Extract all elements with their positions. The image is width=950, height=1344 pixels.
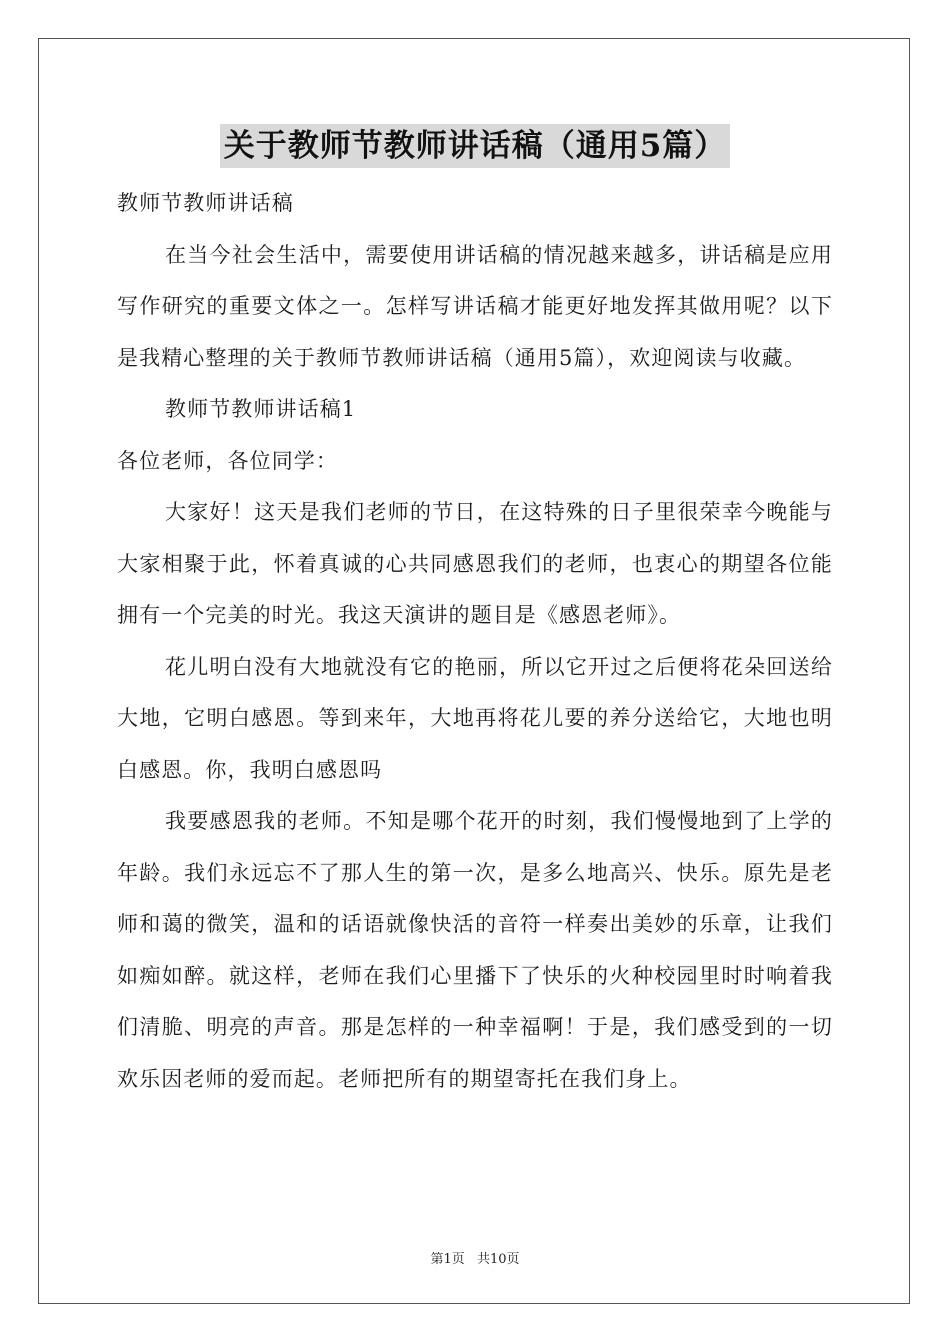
page-number: 第1页	[430, 1252, 465, 1267]
paragraph-body: 花儿明白没有大地就没有它的艳丽，所以它开过之后便将花朵回送给大地，它明白感恩。等到来年，大地再将花儿要的养分送给它，大地也明白感恩。你，我明白感恩吗	[117, 654, 833, 782]
paragraph-subtitle: 教师节教师讲话稿	[117, 191, 294, 215]
paragraph-intro: 在当今社会生活中，需要使用讲话稿的情况越来越多，讲话稿是应用写作研究的重要文体之一。怎样写讲话稿才能更好地发挥其做用呢？以下是我精心整理的关于教师节教师讲话稿（通用5篇），欢迎阅读与收藏。	[117, 242, 833, 370]
page-footer	[0, 1248, 950, 1267]
paragraph-greeting: 各位老师，各位同学：	[117, 448, 338, 473]
paragraph-body: 大家好！这天是我们老师的节日，在这特殊的日子里很荣幸今晚能与大家相聚于此，怀着真诚的心共同感恩我们的老师，也衷心的期望各位能拥有一个完美的时光。我这天演讲的题目是《感恩老师》。	[117, 500, 833, 627]
paragraph-body: 我要感恩我的老师。不知是哪个花开的时刻，我们慢慢地到了上学的年龄。我们永远忘不了那人生的第一次，是多么地高兴、快乐。原先是老师和蔼的微笑，温和的话语就像快活的音符一样奏出美妙的乐章，让我们如痴如醉。就这样，老师在我们心里播下了快乐的火种校园里时时响着我们清脆、明亮的声音。那是怎样的一种幸福啊！于是，我们感受到的一切欢乐因老师的爱而起。老师把所有的期望寄托在我们身上。	[117, 809, 833, 1091]
title-container	[0, 124, 950, 168]
document-title: 关于教师节教师讲话稿（通用5篇）	[220, 124, 731, 168]
page-total: 共10页	[476, 1252, 520, 1267]
section-heading: 教师节教师讲话稿1	[165, 397, 357, 421]
document-body	[117, 178, 833, 1105]
